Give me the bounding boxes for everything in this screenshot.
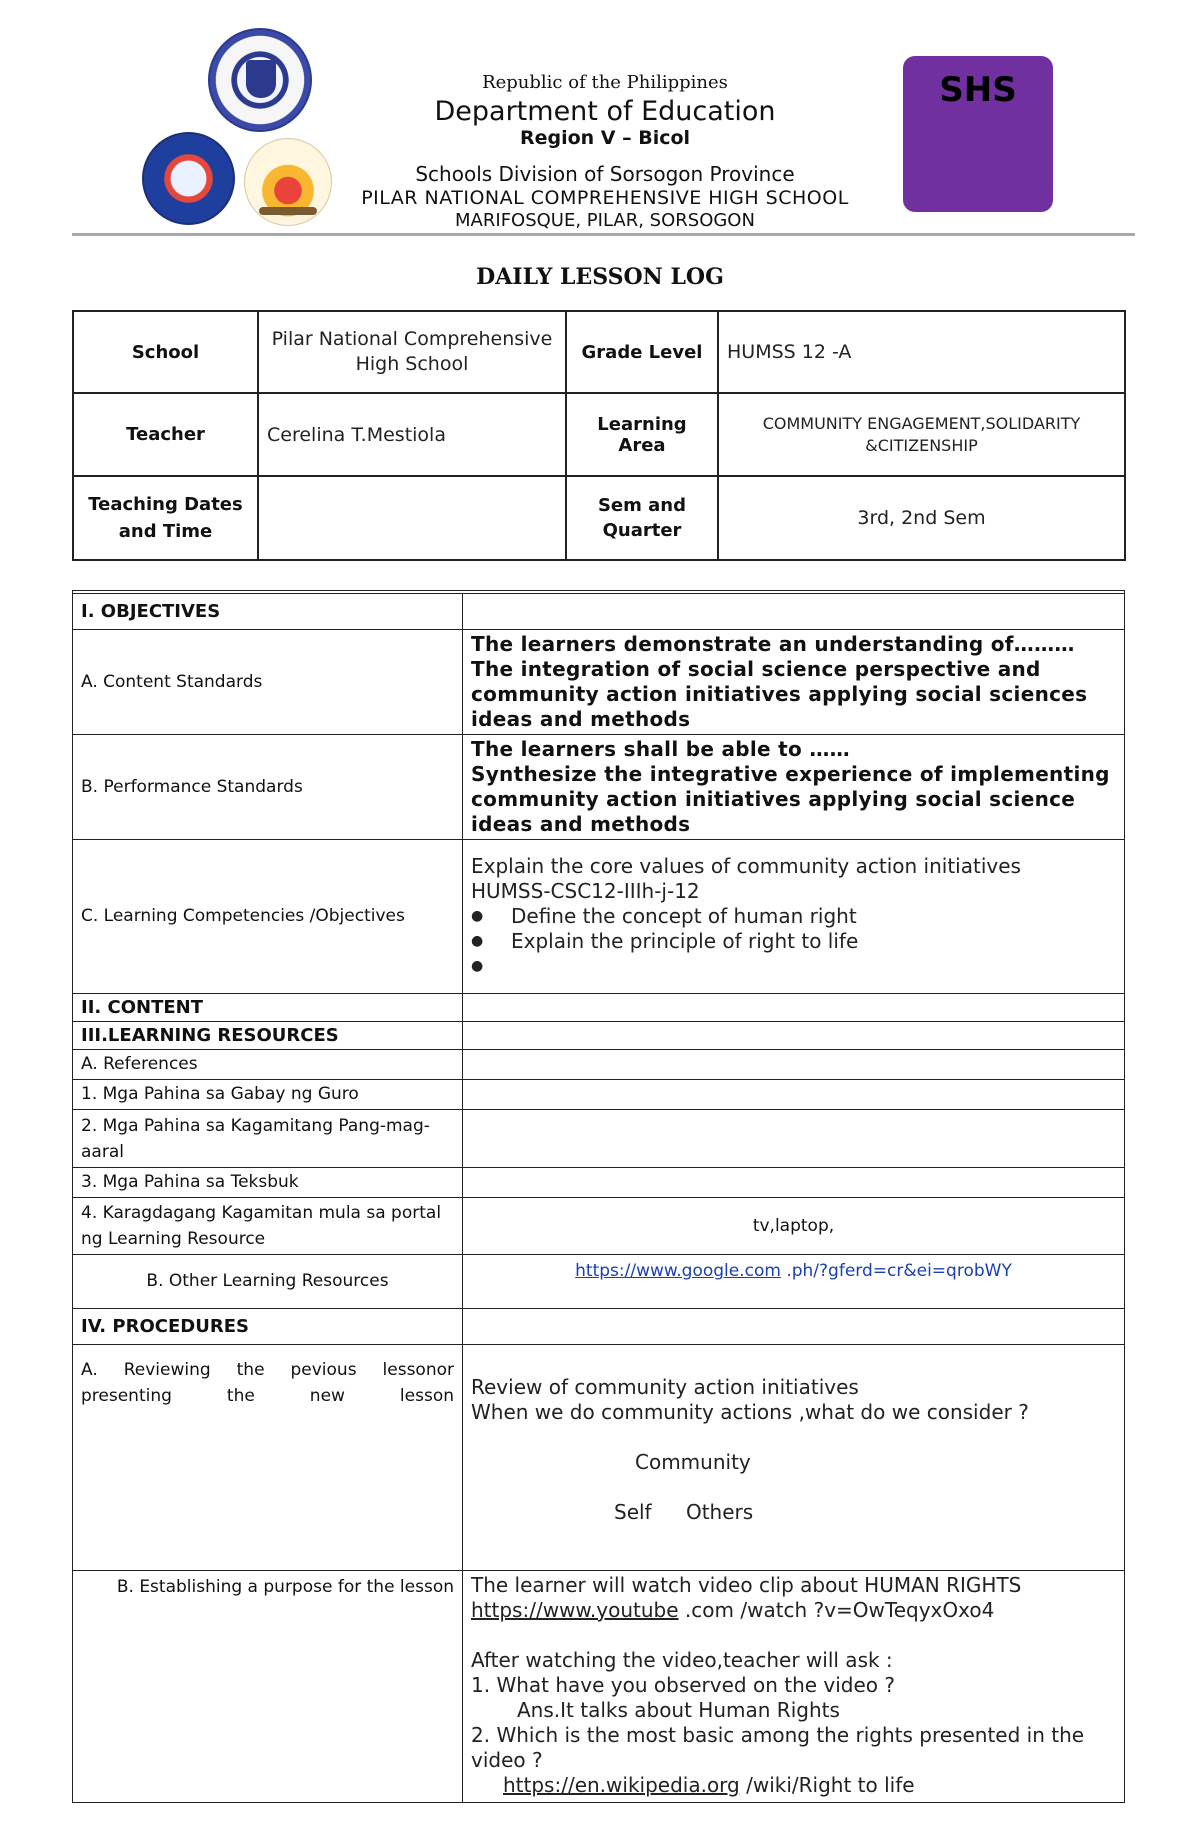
info-row-school xyxy=(73,311,1125,393)
performance-standards-row xyxy=(73,735,1125,840)
purpose-question-2: 2. Which is the most basic among the rights presented in the video ? xyxy=(471,1723,1085,1772)
learning-area-value: COMMUNITY ENGAGEMENT,SOLIDARITY &CITIZENSHIP xyxy=(718,393,1125,476)
review-self: Self xyxy=(614,1500,652,1524)
teacher-value: Cerelina T.Mestiola xyxy=(258,393,566,476)
review-others: Others xyxy=(685,1500,754,1524)
procedures-empty-cell xyxy=(463,1309,1125,1345)
references-label: A. References xyxy=(73,1050,463,1080)
division-name: Schools Division of Sorsogon Province xyxy=(415,162,795,186)
content-empty-cell xyxy=(463,994,1125,1022)
grade-label: Grade Level xyxy=(566,311,718,393)
youtube-link[interactable]: https://www.youtube xyxy=(471,1598,679,1622)
wikipedia-link-rest: /wiki/Right to life xyxy=(739,1773,915,1797)
resources-empty-cell xyxy=(463,1022,1125,1050)
competencies-bullet xyxy=(471,954,1116,979)
lesson-log-table xyxy=(72,590,1125,1803)
department-name: Department of Education xyxy=(434,96,776,127)
review-community: Community xyxy=(635,1450,751,1474)
portal-value: tv,laptop, xyxy=(463,1198,1125,1255)
purpose-cell xyxy=(463,1571,1125,1803)
content-standards-row xyxy=(73,630,1125,735)
school-name: PILAR NATIONAL COMPREHENSIVE HIGH SCHOOL xyxy=(361,187,849,209)
document-title: DAILY LESSON LOG xyxy=(476,264,724,290)
procedures-row xyxy=(73,1309,1125,1345)
sem-label: Sem and Quarter xyxy=(566,476,718,560)
shs-badge-label: SHS xyxy=(939,70,1017,110)
youtube-link-rest: .com /watch ?v=OwTeqyxOxo4 xyxy=(678,1598,995,1622)
google-link[interactable]: https://www.google.com xyxy=(575,1261,781,1281)
competencies-bullet: ● Define the concept of human right xyxy=(471,904,1116,929)
textbook-label: 3. Mga Pahina sa Teksbuk xyxy=(73,1168,463,1198)
grade-value: HUMSS 12 -A xyxy=(718,311,1125,393)
competencies-code: HUMSS-CSC12-IIIh-j-12 xyxy=(471,879,700,903)
wikipedia-link[interactable]: https://en.wikipedia.org xyxy=(503,1773,740,1797)
info-row-dates xyxy=(73,476,1125,560)
performance-standards-text: Synthesize the integrative experience of implementing community action initiatives applying social science ideas and methods xyxy=(471,762,1110,836)
content-heading: II. CONTENT xyxy=(73,994,463,1022)
performance-standards-label: B. Performance Standards xyxy=(73,735,463,840)
review-label-cell xyxy=(73,1345,463,1571)
dates-value xyxy=(258,476,566,560)
school-address: MARIFOSQUE, PILAR, SORSOGON xyxy=(455,210,755,231)
youtube-link-line xyxy=(471,1598,1116,1623)
other-resources-cell xyxy=(463,1255,1125,1309)
review-label: A. Reviewing the pevious lessonor presenting the new lesson xyxy=(81,1360,454,1406)
competencies-bullet: ● Explain the principle of right to life xyxy=(471,929,1116,954)
performance-standards-cell xyxy=(463,735,1125,840)
dates-label: Teaching Dates and Time xyxy=(73,476,258,560)
other-resources-label: B. Other Learning Resources xyxy=(73,1255,463,1309)
references-row xyxy=(73,1050,1125,1080)
purpose-label: B. Establishing a purpose for the lesson xyxy=(116,1577,454,1597)
textbook-row xyxy=(73,1168,1125,1198)
purpose-question-1: 1. What have you observed on the video ? xyxy=(471,1673,896,1697)
objectives-row xyxy=(73,594,1125,630)
other-resources-row xyxy=(73,1255,1125,1309)
review-cell xyxy=(463,1345,1125,1571)
procedures-heading: IV. PROCEDURES xyxy=(73,1309,463,1345)
review-self-others xyxy=(471,1500,1116,1525)
wikipedia-link-line xyxy=(471,1773,1116,1798)
resources-row xyxy=(73,1022,1125,1050)
content-standards-label: A. Content Standards xyxy=(73,630,463,735)
purpose-line2: After watching the video,teacher will ask : xyxy=(471,1648,893,1672)
objectives-heading: I. OBJECTIVES xyxy=(73,594,463,630)
purpose-row xyxy=(73,1571,1125,1803)
review-row xyxy=(73,1345,1125,1571)
objectives-empty-cell xyxy=(463,594,1125,630)
teacher-guide-empty-cell xyxy=(463,1080,1125,1110)
google-link-rest: .ph/?gferd=cr&ei=qrobWY xyxy=(780,1261,1012,1281)
division-seal-logo xyxy=(142,132,235,225)
review-line1: Review of community action initiatives xyxy=(471,1375,859,1399)
portal-label: 4. Karagdagang Kagamitan mula sa portal ng Learning Resource xyxy=(73,1198,463,1255)
learning-area-label: Learning Area xyxy=(566,393,718,476)
competencies-line1: Explain the core values of community action initiatives xyxy=(471,854,1021,878)
resources-heading: III.LEARNING RESOURCES xyxy=(73,1022,463,1050)
learner-material-label: 2. Mga Pahina sa Kagamitang Pang-mag-aaral xyxy=(73,1110,463,1168)
header-divider xyxy=(72,233,1135,236)
deped-seal-logo xyxy=(208,28,312,132)
purpose-answer-1: Ans.It talks about Human Rights xyxy=(517,1698,840,1722)
purpose-label-cell xyxy=(73,1571,463,1803)
competencies-cell xyxy=(463,840,1125,994)
teacher-guide-label: 1. Mga Pahina sa Gabay ng Guro xyxy=(73,1080,463,1110)
review-line2: When we do community actions ,what do we consider ? xyxy=(471,1400,1029,1424)
content-standards-text: The integration of social science perspective and community action initiatives applying social sciences ideas and methods xyxy=(471,657,1088,731)
republic-line: Republic of the Philippines xyxy=(482,72,728,93)
school-value: Pilar National Comprehensive High School xyxy=(258,311,566,393)
content-row xyxy=(73,994,1125,1022)
content-standards-intro: The learners demonstrate an understanding of……… xyxy=(471,632,1075,656)
competencies-row xyxy=(73,840,1125,994)
performance-standards-intro: The learners shall be able to …… xyxy=(471,737,850,761)
learner-material-row xyxy=(73,1110,1125,1168)
competencies-label: C. Learning Competencies /Objectives xyxy=(73,840,463,994)
region-name: Region V – Bicol xyxy=(519,127,691,149)
content-standards-cell xyxy=(463,630,1125,735)
info-table xyxy=(72,310,1126,561)
teacher-guide-row xyxy=(73,1080,1125,1110)
textbook-empty-cell xyxy=(463,1168,1125,1198)
shs-badge xyxy=(903,56,1053,212)
school-label: School xyxy=(73,311,258,393)
sem-value: 3rd, 2nd Sem xyxy=(718,476,1125,560)
info-row-teacher xyxy=(73,393,1125,476)
learner-material-empty-cell xyxy=(463,1110,1125,1168)
teacher-label: Teacher xyxy=(73,393,258,476)
portal-row xyxy=(73,1198,1125,1255)
purpose-line1: The learner will watch video clip about HUMAN RIGHTS xyxy=(471,1573,1022,1597)
references-empty-cell xyxy=(463,1050,1125,1080)
